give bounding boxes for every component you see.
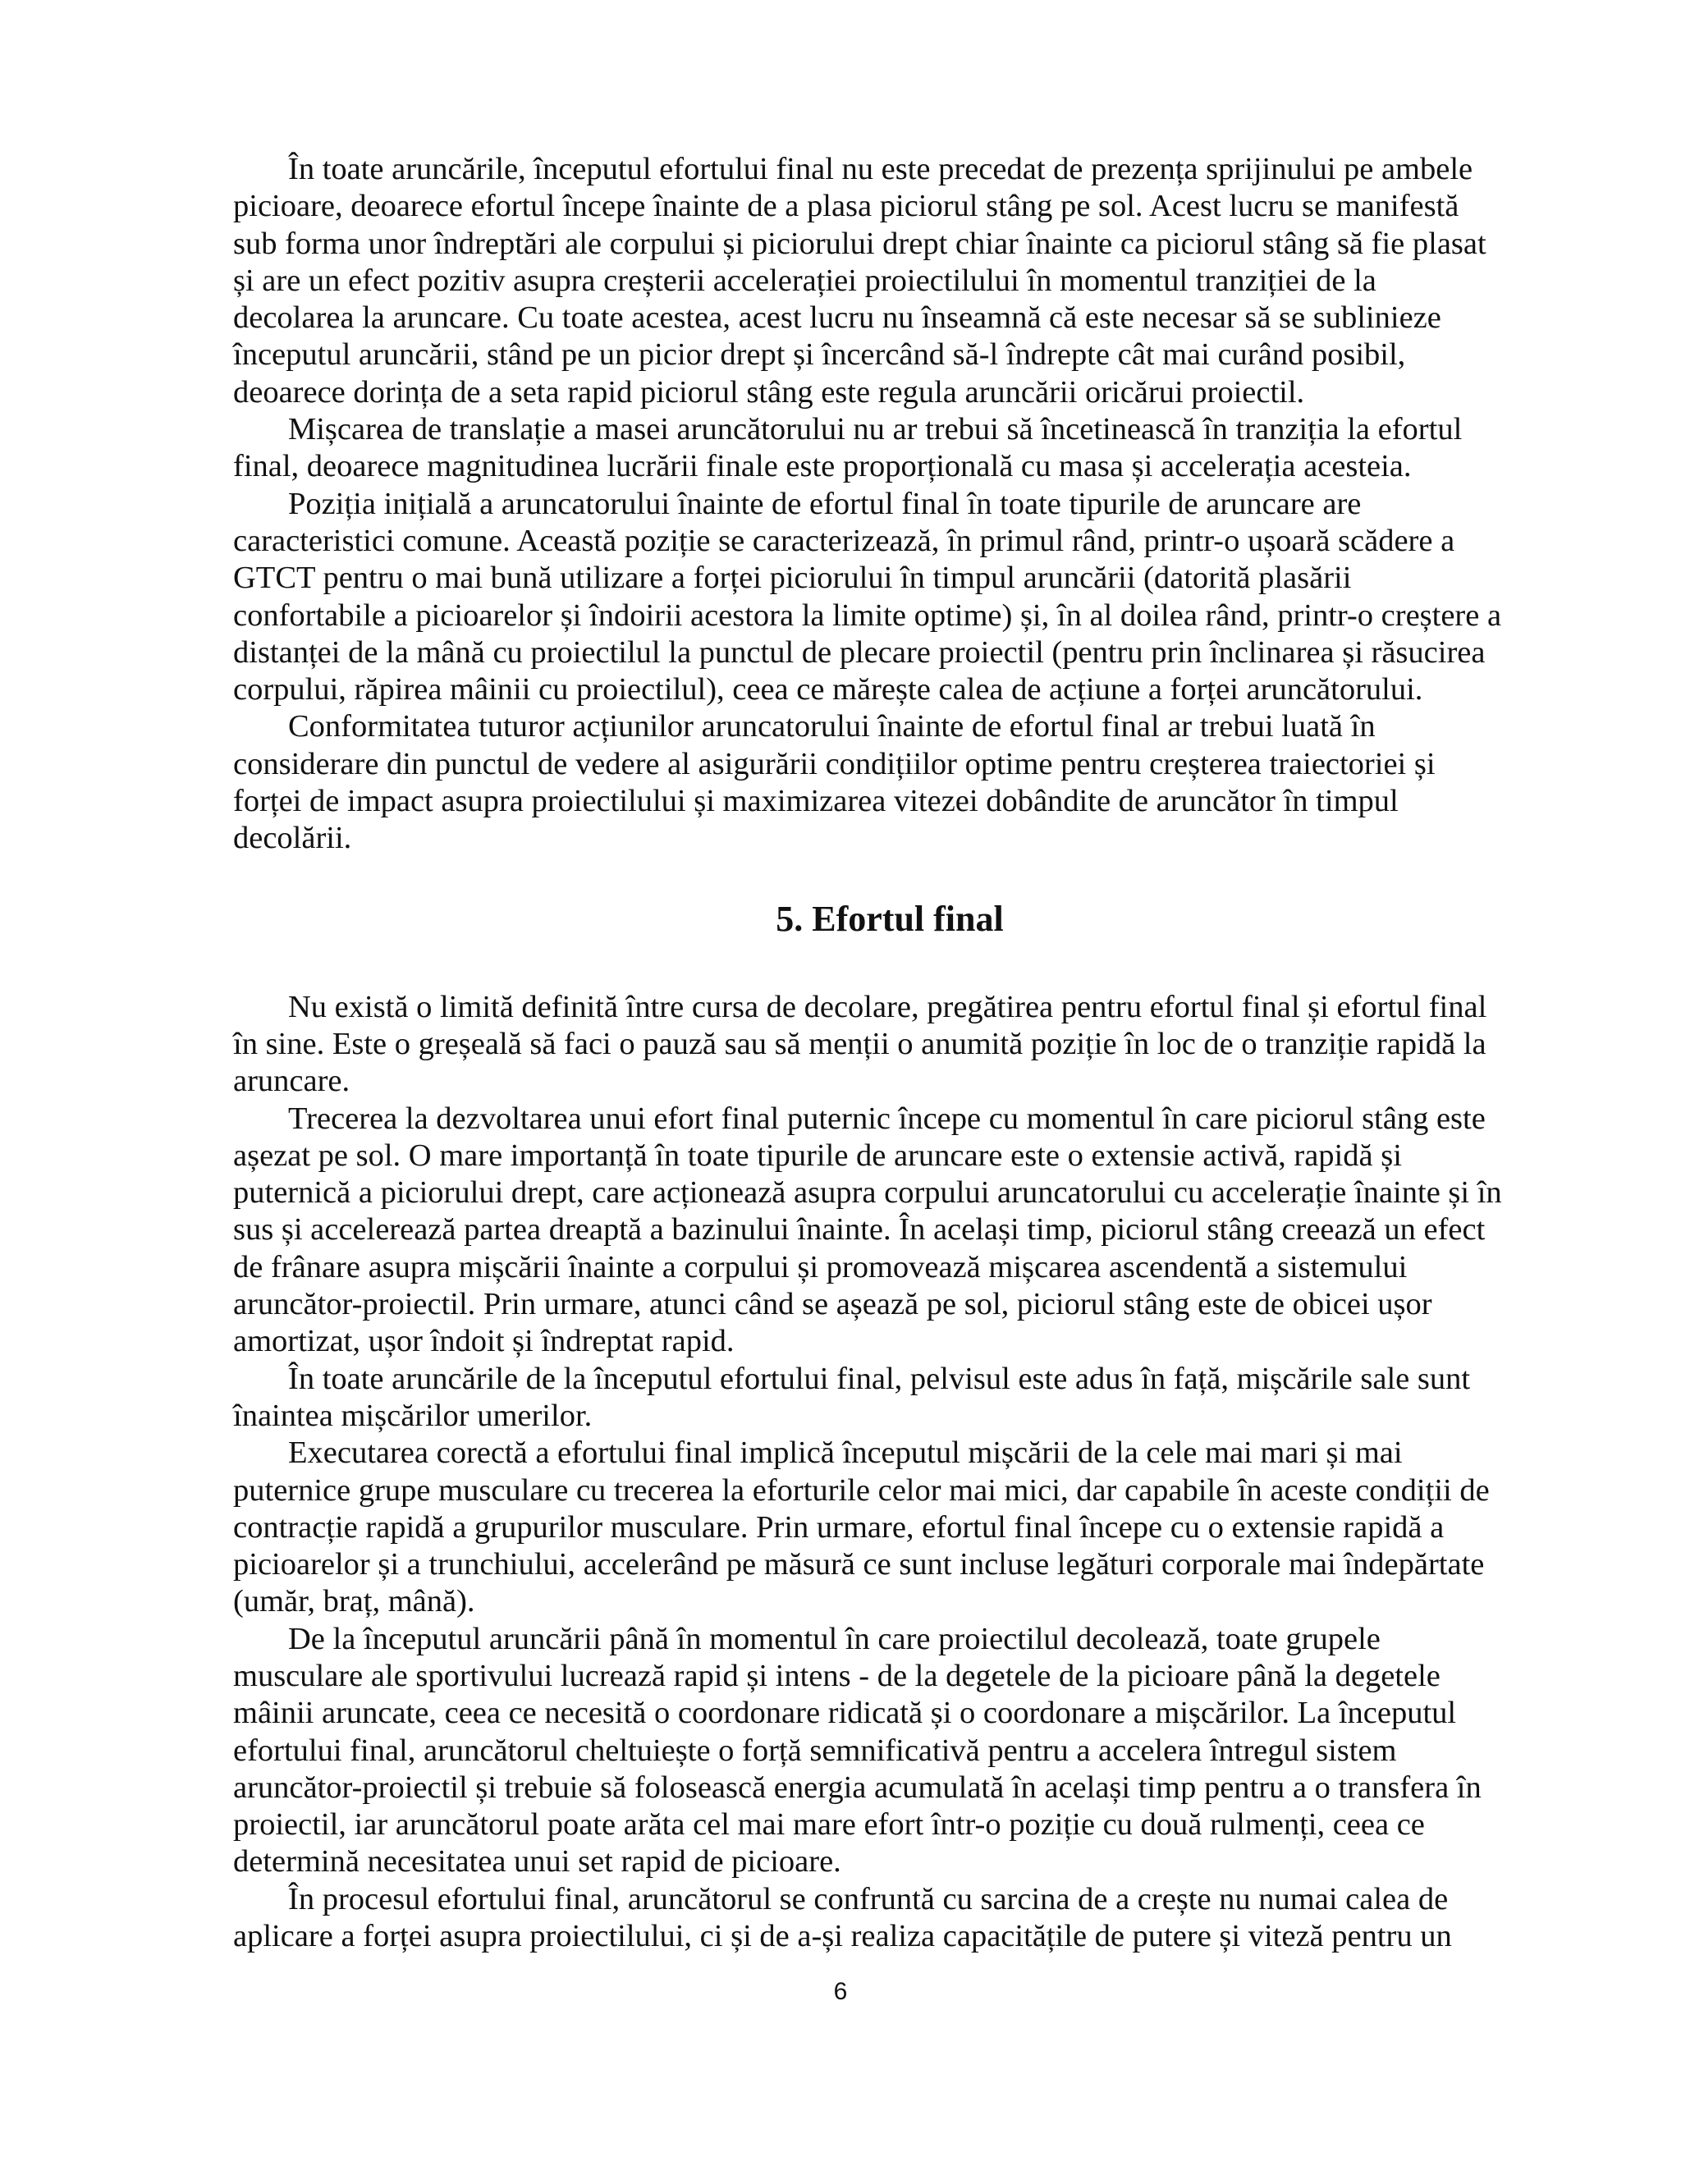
paragraph: În toate aruncările de la începutul efortului final, pelvisul este adus în față, mișcările sale sunt înaintea mișcărilor umerilor.: [233, 1361, 1471, 1433]
paragraph: Poziția inițială a aruncatorului înainte de efortul final în toate tipurile de aruncare are caracteristici comune. Această poziție se caracterizează, în primul rând, printr-o ușoară scădere a GTCT pentru o mai bună utilizare a forței piciorului în timpul aruncării (datorită plasării confortabile a picioarelor și îndoirii acestora la limite optime) și, în al doilea rând, printr-o creștere a distanței de la mână cu proiectilul la punctul de plecare proiectil (pentru prin înclinarea și răsucirea corpului, răpirea mâinii cu proiectilul), ceea ce mărește calea de acțiune a forței aruncătorului.: [233, 486, 1502, 707]
document-body: [233, 151, 1546, 1955]
page-number: 6: [833, 1978, 848, 2005]
paragraph: În procesul efortului final, aruncătorul se confruntă cu sarcina de a crește nu numai calea de aplicare a forței asupra proiectilului, ci și de a-și realiza capacitățile de putere și viteză pentru un: [233, 1881, 1452, 1954]
paragraph: De la începutul aruncării până în momentul în care proiectilul decolează, toate grupele musculare ale sportivului lucrează rapid și intens - de la degetele de la picioare până la degetele mâinii aruncate, ceea ce necesită o coordonare ridicată și o coordonare a mișcărilor. La începutul efortului final, aruncătorul cheltuiește o forță semnificativă pentru a accelera întregul sistem aruncător-proiectil și trebuie să folosească energia acumulată în același timp pentru a o transfera în proiectil, iar aruncătorul poate arăta cel mai mare efort într-o poziție cu două rulmenți, ceea ce determină necesitatea unui set rapid de picioare.: [233, 1621, 1482, 1880]
paragraph: În toate aruncările, începutul efortului final nu este precedat de prezența sprijinului pe ambele picioare, deoarece efortul începe înainte de a plasa piciorul stâng pe sol. Acest lucru se manifestă sub forma unor îndreptări ale corpului și piciorului drept chiar înainte ca piciorul stâng să fie plasat și are un efect pozitiv asupra creșterii accelerației proiectilului în momentul tranziției de la decolarea la aruncare. Cu toate acestea, acest lucru nu înseamnă că este necesar să se sublinieze începutul aruncării, stând pe un picior drept și încercând să-l îndrepte cât mai curând posibil, deoarece dorința de a seta rapid piciorul stâng este regula aruncării oricărui proiectil.: [233, 152, 1486, 410]
section-heading: 5. Efortul final: [776, 898, 1004, 939]
paragraph: Nu există o limită definită între cursa de decolare, pregătirea pentru efortul final și efortul final în sine. Este o greșeală să faci o pauză sau să menții o anumită poziție în loc de o tranziție rapidă la aruncare.: [233, 989, 1487, 1099]
paragraph: Mișcarea de translație a masei aruncătorului nu ar trebui să încetinească în tranziția la efortul final, deoarece magnitudinea lucrării finale este proporțională cu masa și accelerația acesteia.: [233, 412, 1463, 484]
paragraph: Conformitatea tuturor acțiunilor aruncatorului înainte de efortul final ar trebui luată în considerare din punctul de vedere al asigurării condițiilor optime pentru creșterea traiectoriei și forței de impact asupra proiectilului și maximizarea vitezei dobândite de aruncător în timpul decolării.: [233, 709, 1436, 856]
paragraph: Executarea corectă a efortului final implică începutul mișcării de la cele mai mari și mai puternice grupe musculare cu trecerea la eforturile celor mai mici, dar capabile în aceste condiții de contracție rapidă a grupurilor musculare. Prin urmare, efortul final începe cu o extensie rapidă a picioarelor și a trunchiului, accelerând pe măsură ce sunt incluse legături corporale mai îndepărtate (umăr, braț, mână).: [233, 1435, 1490, 1619]
paragraph: Trecerea la dezvoltarea unui efort final puternic începe cu momentul în care piciorul stâng este așezat pe sol. O mare importanță în toate tipurile de aruncare este o extensie activă, rapidă și puternică a piciorului drept, care acționează asupra corpului aruncatorului cu accelerație înainte și în sus și accelerează partea dreaptă a bazinului înainte. În același timp, piciorul stâng creează un efect de frânare asupra mișcării înainte a corpului și promovează mișcarea ascendentă a sistemului aruncător-proiectil. Prin urmare, atunci când se așează pe sol, piciorul stâng este de obicei ușor amortizat, ușor îndoit și îndreptat rapid.: [233, 1101, 1502, 1359]
